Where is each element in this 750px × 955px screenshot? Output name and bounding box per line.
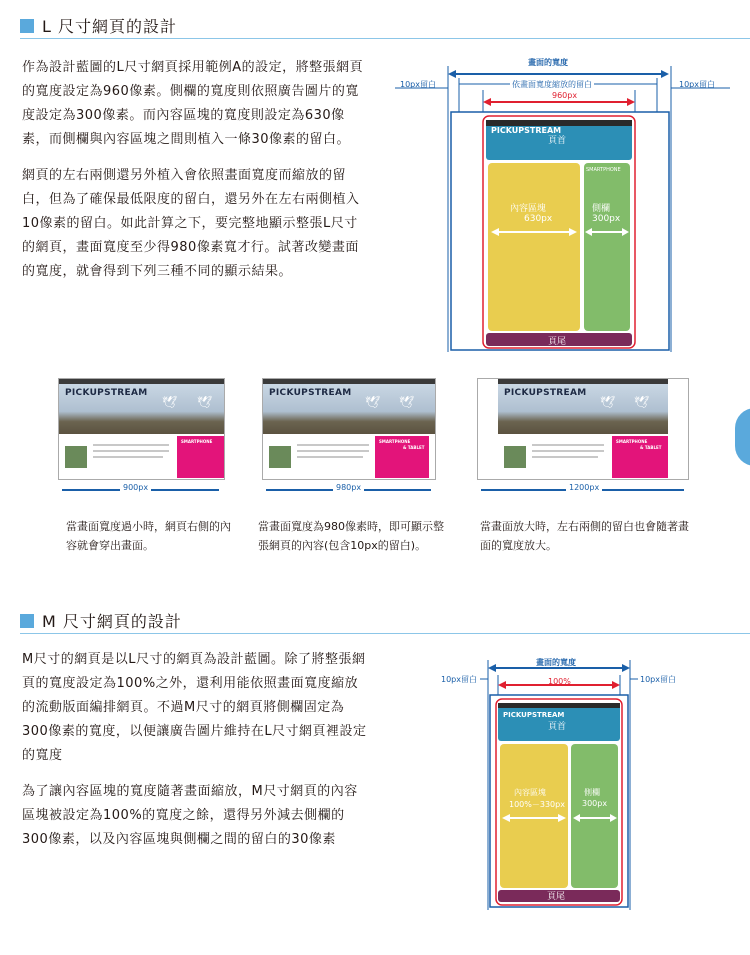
mock-logo: PICKUPSTREAM: [269, 388, 352, 398]
content-block: [488, 163, 580, 331]
screen-width-label: 畫面的寬度: [528, 58, 568, 67]
mock-text-line: [532, 456, 598, 458]
mock-content-area: [59, 434, 224, 479]
mock-logo: PICKUPSTREAM: [504, 388, 587, 398]
arrow-head-right: [622, 664, 630, 672]
mock-content-area: [263, 434, 435, 479]
width-label-900: 900px: [120, 483, 151, 492]
mock-content-area: [498, 434, 668, 479]
section-divider: [20, 38, 750, 39]
mock-text-line: [297, 450, 369, 452]
red-arrow-head-right: [612, 681, 620, 689]
seagull-icon: 🕊: [600, 395, 616, 409]
mock-text-line: [297, 444, 369, 446]
promo-text-2: & TABLET: [640, 445, 662, 450]
arrow-head-left: [448, 70, 456, 78]
content-label: 內容區塊: [510, 204, 547, 214]
content-width-label: 100%－330px: [509, 800, 565, 809]
section-m-paragraph-1: M尺寸的網頁是以L尺寸的網頁為設計藍圖。除了將整張網頁的寬度設定為100%之外，還利用能依照畫面寬度縮放的流動版面編排網頁。不過M尺寸的網頁將側欄固定為300像素的寬度，以便讓廣告圖片維持在L尺寸網頁裡設定的寬度: [22, 652, 367, 763]
right-margin-label: 10px留白: [640, 675, 676, 684]
red-arrow-head-left: [498, 681, 506, 689]
sidebar-width-label: 300px: [592, 214, 621, 224]
nav-bar: [498, 703, 620, 708]
section-m-title: M 尺寸網頁的設計: [42, 612, 182, 631]
page-width-label: 100%: [548, 677, 571, 686]
sidebar-block: [584, 163, 630, 331]
section-bullet-icon: [20, 614, 34, 628]
section-bullet-icon: [20, 19, 34, 33]
mock-text-line: [93, 444, 169, 446]
caption-980: 當畫面寬度為980像素時，即可顯示整張網頁的內容(包含10px的留白)。: [258, 520, 444, 552]
mock-thumbnail: [269, 446, 291, 468]
diagram-logo: PICKUPSTREAM: [503, 711, 565, 719]
section-l-heading: [20, 14, 177, 37]
caption-1200: 當畫面放大時，左右兩側的留白也會隨著畫面的寬度放大。: [480, 520, 689, 552]
screen-width-label: 畫面的寬度: [536, 658, 576, 667]
footer-label: 頁尾: [547, 892, 566, 902]
section-l-title: L 尺寸網頁的設計: [42, 17, 178, 36]
section-l-paragraph-2: 網頁的左右兩側還另外植入會依照畫面寬度而縮放的留白，但為了確保最低限度的留白，還另外在左右兩側植入10像素的留白。如此計算之下，要完整地顯示整張L尺寸的網頁，畫面寬度至少得980像素寬才行。試著改變畫面的寬度，就會得到下列三種不同的顯示結果。: [22, 168, 360, 279]
mock-thumbnail: [65, 446, 87, 468]
mock-text-line: [532, 444, 604, 446]
arrow-head-right: [661, 70, 669, 78]
promo-text: SMARTPHONE: [379, 439, 411, 444]
mock-text-line: [93, 450, 169, 452]
arrow-head-left: [488, 664, 496, 672]
flex-margin-label: 依畫面寬度縮放的留白: [512, 80, 592, 89]
mock-thumbnail: [504, 446, 526, 468]
content-label: 內容區塊: [514, 788, 546, 797]
header-label: 頁首: [548, 136, 567, 146]
content-block: [500, 744, 568, 888]
layout-diagram-m: [440, 655, 690, 910]
sidebar-promo: SMARTPHONE: [586, 167, 621, 173]
right-margin-label: 10px留白: [679, 80, 715, 89]
sidebar-label: 側欄: [584, 788, 600, 797]
section-divider: [20, 633, 750, 634]
content-width-label: 630px: [524, 214, 553, 224]
width-label-1200: 1200px: [566, 483, 602, 492]
section-l-body: [22, 56, 370, 296]
promo-text: SMARTPHONE: [616, 439, 648, 444]
mock-text-line: [297, 456, 363, 458]
mock-logo: PICKUPSTREAM: [65, 388, 148, 398]
left-margin-label: 10px留白: [400, 80, 436, 89]
seagull-icon: 🕊: [634, 395, 650, 409]
example-900-screenshot: [58, 378, 225, 480]
header-label: 頁首: [548, 722, 567, 732]
footer-label: 頁尾: [548, 337, 567, 347]
sidebar-width-label: 300px: [582, 799, 608, 808]
section-m-body: [22, 648, 368, 864]
diagram-logo: PICKUPSTREAM: [491, 126, 562, 135]
left-margin-label: 10px留白: [441, 675, 477, 684]
seagull-icon: 🕊: [197, 395, 213, 409]
promo-text-2: & TABLET: [403, 445, 425, 450]
page-width-label: 960px: [552, 91, 578, 100]
red-arrow-head-left: [483, 98, 491, 106]
example-1200-screenshot: [477, 378, 689, 480]
caption-900: 當畫面寬度過小時，網頁右側的內容就會穿出畫面。: [66, 520, 231, 552]
page-edge-tab: [735, 408, 750, 466]
width-label-980: 980px: [333, 483, 364, 492]
mock-text-line: [93, 456, 163, 458]
seagull-icon: 🕊: [399, 395, 415, 409]
section-l-paragraph-1: 作為設計藍圖的L尺寸網頁採用範例A的設定，將整張網頁的寬度設定為960像素。側欄的寬度則依照廣告圖片的寬度設定為300像素。而內容區塊的寬度則設定為630像素，而側欄與內容區塊之間則植入一條30像素的留白。: [22, 60, 364, 147]
example-980-screenshot: [262, 378, 436, 480]
seagull-icon: 🕊: [365, 395, 381, 409]
section-m-paragraph-2: 為了讓內容區塊的寬度隨著畫面縮放，M尺寸網頁的內容區塊被設定為100%的寬度之餘，還得另外減去側欄的300像素，以及內容區塊與側欄之間的留白的30像素: [22, 784, 358, 847]
sidebar-label: 側欄: [592, 204, 611, 214]
seagull-icon: 🕊: [162, 395, 178, 409]
red-arrow-head-right: [627, 98, 635, 106]
mock-text-line: [532, 450, 604, 452]
section-m-heading: [20, 609, 182, 632]
promo-text: SMARTPHONE: [181, 439, 213, 444]
